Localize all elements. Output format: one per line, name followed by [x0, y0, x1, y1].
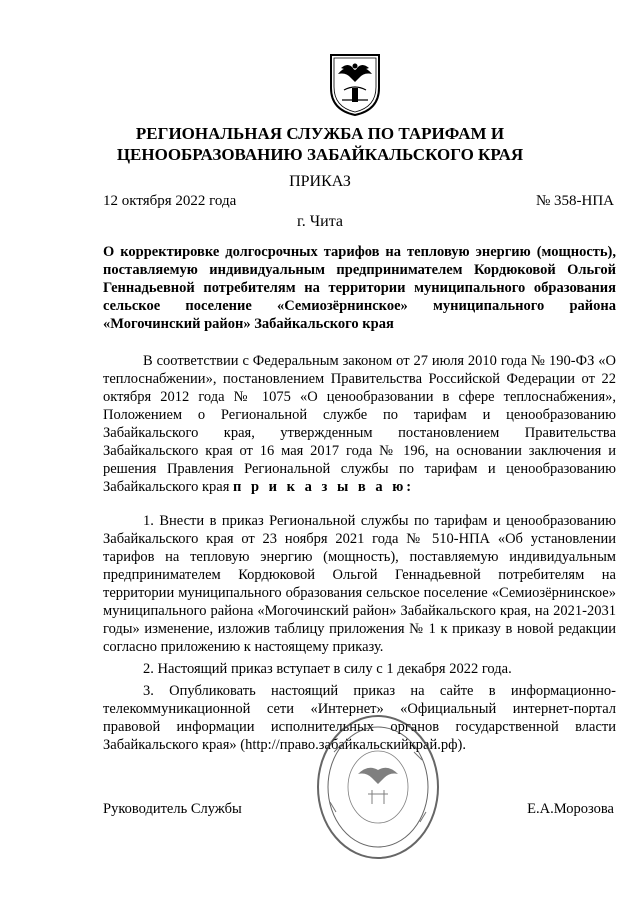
- signer-position: Руководитель Службы: [103, 801, 242, 817]
- document-type: ПРИКАЗ: [289, 173, 351, 190]
- document-city: г. Чита: [296, 213, 343, 230]
- coat-of-arms-icon: [328, 52, 382, 118]
- preamble-text: В соответствии с Федеральным законом от 27 июля 2010 года № 190-ФЗ «О теплоснабжении», постановлением Правительства Российской Федерации от 22 октября 2012 года № 1075 «О ценообразовании в сфере теплоснабжения», Положением о Региональной службе по тарифам и ценообразованию Забайкальского края, утвержденным постановлением Правительства Забайкальского края от 16 мая 2017 года № 196, на основании заключения и решения Правления Региональной службы по тарифам и ценообразованию Забайкальского края: [103, 353, 616, 495]
- document-date: 12 октября 2022 года: [103, 193, 237, 209]
- official-seal-icon: [314, 712, 442, 862]
- preamble: [103, 352, 616, 496]
- order-item: 3. Опубликовать настоящий приказ на сайте в информационно-телекоммуникационной сети «Интернет» «Официальный интернет-портал правовой информации исполнительных органов государственной власти Забайкальского края» (http://право.забайкальскийкрай.рф).: [103, 683, 616, 753]
- document-number: № 358-НПА: [535, 193, 614, 209]
- agency-title: РЕГИОНАЛЬНАЯ СЛУЖБА ПО ТАРИФАМ И ЦЕНООБРАЗОВАНИЮ ЗАБАЙКАЛЬСКОГО КРАЯ: [116, 124, 524, 164]
- order-keyword: п р и к а з ы в а ю:: [233, 479, 415, 495]
- document-subject: О корректировке долгосрочных тарифов на тепловую энергию (мощность), поставляемую индивидуальным предпринимателем Кордюковой Ольгой Геннадьевной потребителям на территории муниципального образования сельское поселение «Семиозёрнинское» муниципального района «Могочинский район» Забайкальского края: [103, 244, 616, 332]
- order-item: 2. Настоящий приказ вступает в силу с 1 декабря 2022 года.: [143, 661, 512, 677]
- order-item: 1. Внести в приказ Региональной службы по тарифам и ценообразованию Забайкальского края от 23 ноября 2021 года № 510-НПА «Об установлении тарифов на тепловую энергию (мощность), поставляемую индивидуальным предпринимателем Кордюковой Ольгой Геннадьевной потребителям на территории муниципального образования сельское поселение «Семиозёрнинское» муниципального района «Могочинский район» Забайкальского края, на 2021-2031 годы» изменение, изложив таблицу приложения № 1 к приказу в новой редакции согласно приложению к настоящему приказу.: [103, 513, 616, 655]
- signer-name: Е.А.Морозова: [527, 801, 614, 817]
